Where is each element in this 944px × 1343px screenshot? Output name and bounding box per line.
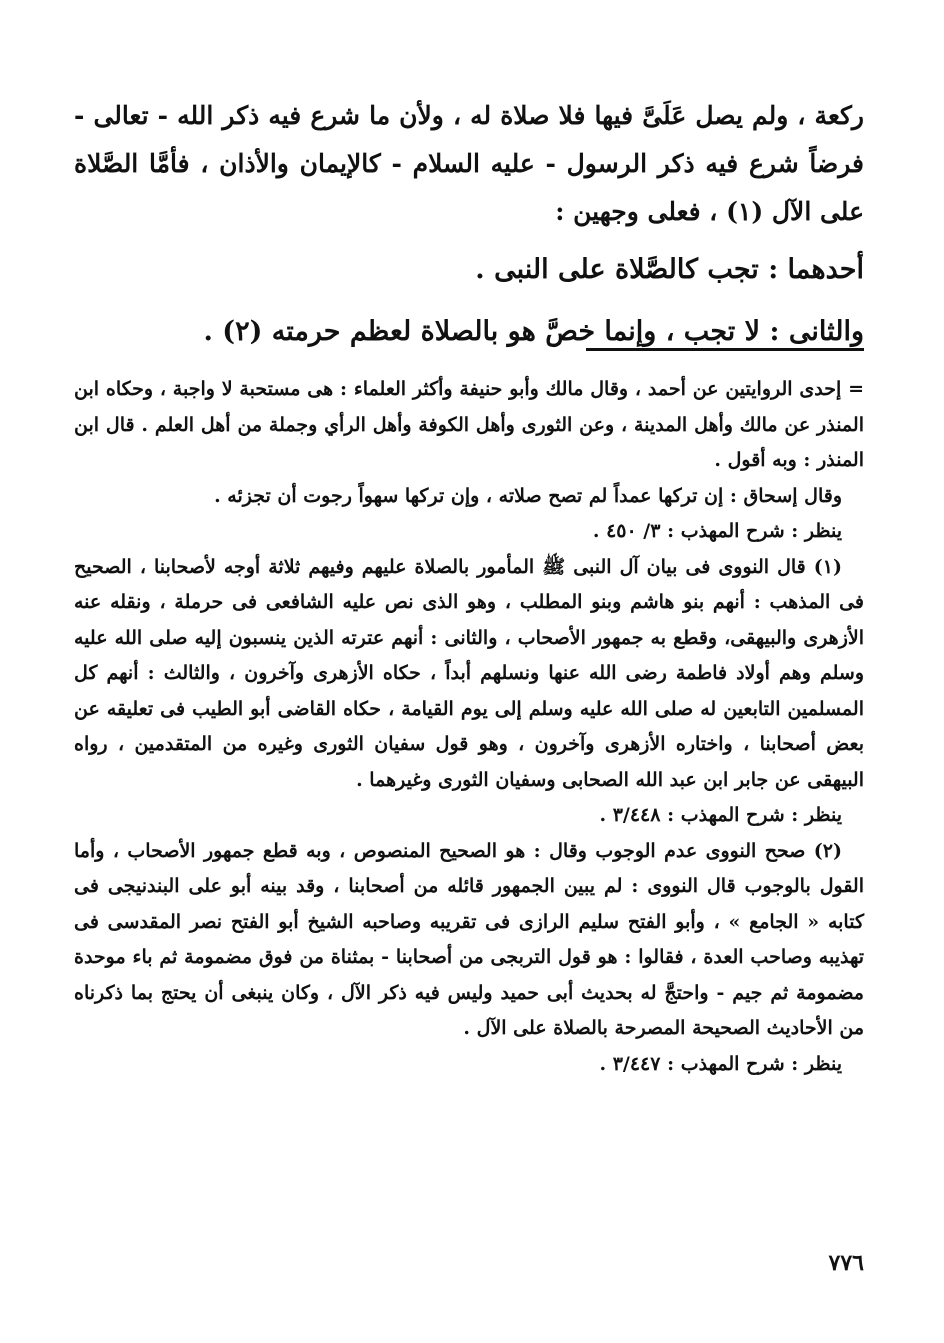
footnote-continuation-2: وقال إسحاق : إن تركها عمداً لم تصح صلاته ، وإن تركها سهواً رجوت أن تجزئه . — [214, 484, 842, 507]
footnote-1-reference: ينظر : شرح المهذب : ٣/٤٤٨ . — [599, 804, 842, 826]
second-opinion: والثانى : لا تجب ، وإنما خصَّ هو بالصلاة لعظم حرمته (٢) . — [203, 316, 864, 347]
footnote-2: (٢) صحح النووى عدم الوجوب وقال : هو الصحيح المنصوص ، وبه قطع جمهور الأصحاب ، وأما القول بالوجوب قال النووى : لم يبين الجمهور قائله من أصحابنا ، وقد بينه أبو على البندنيجى فى كتابه « الجامع » ، وأبو الفتح سليم الرازى فى تقريبه وصاحبه الشيخ أبو الفتح نصر المقدسى فى تهذيبه وصاحب العدة ، فقالوا : هو قول التربجى من أصحابنا - بمثناة من فوق مضمومة ثم باء موحدة مضمومة ثم جيم - واحتجَّ له بحديث أبى حميد وليس فيه ذكر الآل ، وكان ينبغى أن يحتج بما ذكرناه من الأحاديث الصحيحة المصرحة بالصلاة على الآل . — [74, 839, 865, 1039]
footnote-continuation: = إحدى الروايتين عن أحمد ، وقال مالك وأبو حنيفة وأكثر العلماء : هى مستحبة لا واجبة ، وحكاه ابن المنذر عن مالك وأهل المدينة ، وعن الثورى وأهل الكوفة وأهل الرأي وجملة من أهل العلم . قال ابن المنذر : وبه أقول . — [74, 378, 864, 471]
footnote-separator — [586, 348, 864, 351]
footnote-2-reference: ينظر : شرح المهذب : ٣/٤٤٧ . — [599, 1052, 842, 1075]
page-number: ٧٧٦ — [828, 1250, 864, 1276]
main-paragraph: ركعة ، ولم يصل عَلَىَّ فيها فلا صلاة له ، ولأن ما شرع فيه ذكر الله - تعالى - فرضاً شرع فيه ذكر الرسول - عليه السلام - كالإيمان والأذان ، فأمَّا الصَّلاة على الآل (١) ، فعلى وجهين : — [74, 101, 864, 226]
main-text — [74, 92, 864, 360]
footnote-reference: ينظر : شرح المهذب : ٣/ ٤٥٠ . — [592, 520, 842, 542]
first-opinion: أحدهما : تجب كالصَّلاة على النبى . — [475, 254, 864, 285]
footnotes — [74, 372, 864, 1082]
footnote-1: (١) قال النووى فى بيان آل النبى ﷺ المأمور بالصلاة عليهم وفيهم ثلاثة أوجه لأصحابنا ، الصحيح فى المذهب : أنهم بنو هاشم وبنو المطلب ، وهو الذى نص عليه الشافعى فى حرملة ، ونقله عنه الأزهرى والبيهقى، وقطع به جمهور الأصحاب ، والثانى : أنهم عترته الذين ينسبون إليه صلى الله عليه وسلم وهم أولاد فاطمة رضى الله عنها ونسلهم أبداً ، حكاه الأزهرى وآخرون ، والثالث : أنهم كل المسلمين التابعين له صلى الله عليه وسلم إلى يوم القيامة ، حكاه القاضى أبو الطيب فى تعليقه عن بعض أصحابنا ، واختاره الأزهرى وآخرون ، وهو قول سفيان الثورى وغيره من المتقدمين ، رواه البيهقى عن جابر ابن عبد الله الصحابى وسفيان الثورى وغيرهما . — [74, 555, 864, 791]
